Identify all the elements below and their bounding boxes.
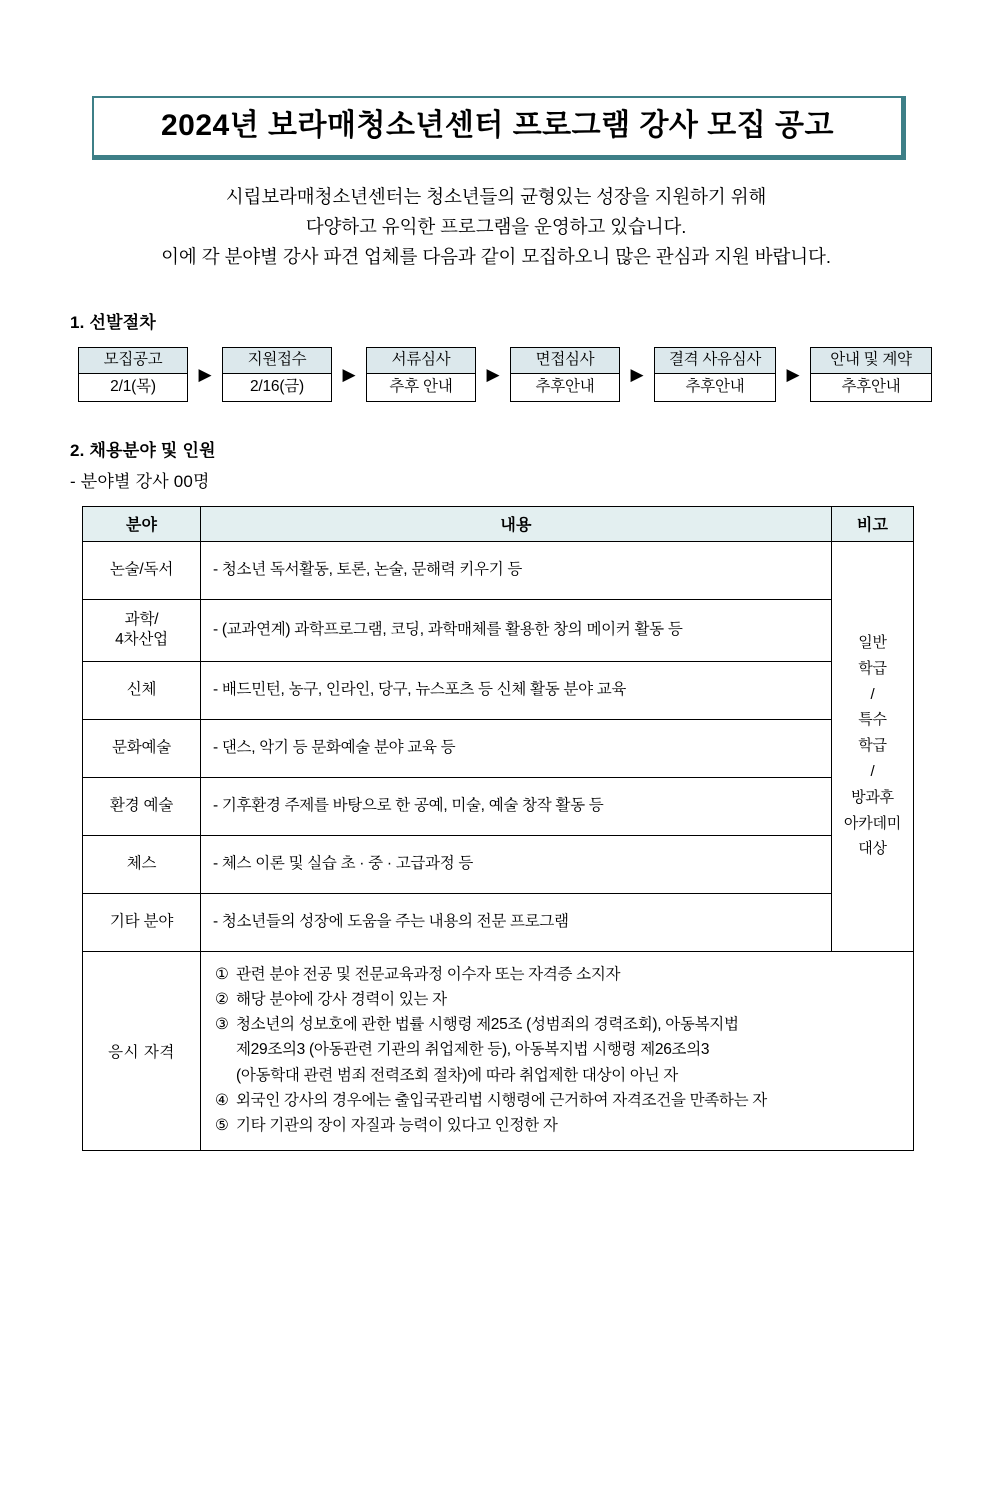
table-row xyxy=(83,835,914,893)
flow-step-2 xyxy=(222,347,332,402)
table-row xyxy=(83,599,914,661)
row-field-name: 체스 xyxy=(83,835,201,893)
table-row xyxy=(83,661,914,719)
title-box xyxy=(92,96,906,160)
flow-arrow-icon: ▶ xyxy=(342,364,356,384)
qualification-item xyxy=(215,962,903,987)
recruitment-table-container xyxy=(82,506,992,1152)
row-field-name: 논술/독서 xyxy=(83,541,201,599)
intro-line-2: 다양하고 유익한 프로그램을 운영하고 있습니다. xyxy=(305,215,687,237)
section-1-heading: 1. 선발절차 xyxy=(70,312,156,332)
section-2-subheading: - 분야별 강사 00명 xyxy=(70,471,210,491)
document-page xyxy=(0,96,992,1499)
qualification-number: ① xyxy=(215,965,229,983)
row-field-content: - (교과연계) 과학프로그램, 코딩, 과학매체를 활용한 창의 메이커 활동 등 xyxy=(201,599,832,661)
qualification-row xyxy=(83,951,914,1151)
qualification-text: 관련 분야 전공 및 전문교육과정 이수자 또는 자격증 소지자 xyxy=(236,965,621,983)
qualification-number: ⑤ xyxy=(215,1117,229,1135)
qualification-content xyxy=(201,951,914,1151)
selection-process-flow xyxy=(78,347,992,402)
column-header-content: 내용 xyxy=(201,506,832,541)
flow-step-3-name: 서류심사 xyxy=(367,348,475,374)
qualification-item xyxy=(215,1088,903,1113)
qualification-text: 해당 분야에 강사 경력이 있는 자 xyxy=(236,990,447,1008)
page-title: 2024년 보라매청소년센터 프로그램 강사 모집 공고 xyxy=(160,109,835,142)
row-field-name: 신체 xyxy=(83,661,201,719)
flow-step-4 xyxy=(510,347,620,402)
row-field-name: 기타 분야 xyxy=(83,893,201,951)
qualification-text: 기타 기관의 장이 자질과 능력이 있다고 인정한 자 xyxy=(236,1117,558,1135)
intro-line-1: 시립보라매청소년센터는 청소년들의 균형있는 성장을 지원하기 위해 xyxy=(225,186,767,207)
row-field-name: 환경 예술 xyxy=(83,777,201,835)
qualification-text: 청소년의 성보호에 관한 법률 시행령 제25조 (성범죄의 경력조회), 아동복지법 xyxy=(236,1016,739,1034)
qualification-text: 외국인 강사의 경우에는 출입국관리법 시행령에 근거하여 자격조건을 만족하는 자 xyxy=(236,1091,767,1109)
row-field-content: - 기후환경 주제를 바탕으로 한 공예, 미술, 예술 창작 활동 등 xyxy=(201,777,832,835)
flow-arrow-icon: ▶ xyxy=(198,364,212,384)
note-cell: 일반 학급 / 특수 학급 / 방과후 아카데미 대상 xyxy=(832,541,914,951)
flow-arrow-icon: ▶ xyxy=(486,364,500,384)
qualification-text-cont: (아동학대 관련 범죄 전력조회 절차)에 따라 취업제한 대상이 아닌 자 xyxy=(236,1066,678,1084)
recruitment-table xyxy=(82,506,914,1152)
table-row xyxy=(83,541,914,599)
qualification-label: 응시 자격 xyxy=(83,951,201,1151)
qualification-number: ④ xyxy=(215,1091,229,1109)
intro-paragraph xyxy=(0,182,992,272)
row-field-content: - 체스 이론 및 실습 초 · 중 · 고급과정 등 xyxy=(201,835,832,893)
row-field-content: - 청소년 독서활동, 토론, 논술, 문해력 키우기 등 xyxy=(201,541,832,599)
qualification-number: ② xyxy=(215,990,229,1008)
flow-step-5 xyxy=(654,347,776,402)
flow-step-2-value: 2/16(금) xyxy=(249,377,305,395)
flow-step-6-value: 추후안내 xyxy=(841,377,901,395)
qualification-number: ③ xyxy=(215,1016,229,1034)
row-field-content: - 배드민턴, 농구, 인라인, 당구, 뉴스포츠 등 신체 활동 분야 교육 xyxy=(201,661,832,719)
flow-step-5-name: 결격 사유심사 xyxy=(655,348,775,374)
column-header-field: 분야 xyxy=(83,506,201,541)
flow-step-1-name: 모집공고 xyxy=(79,348,187,374)
column-header-note: 비고 xyxy=(832,506,914,541)
table-row xyxy=(83,719,914,777)
qualification-item xyxy=(215,987,903,1012)
flow-step-4-name: 면접심사 xyxy=(511,348,619,374)
row-field-name: 과학/ 4차산업 xyxy=(83,599,201,661)
qualification-text-cont: 제29조의3 (아동관련 기관의 취업제한 등), 아동복지법 시행령 제26조의3 xyxy=(236,1041,710,1059)
flow-step-6-name: 안내 및 계약 xyxy=(811,348,931,374)
flow-step-3-value: 추후 안내 xyxy=(389,377,453,395)
table-header-row xyxy=(83,506,914,541)
flow-arrow-icon: ▶ xyxy=(630,364,644,384)
row-field-content: - 청소년들의 성장에 도움을 주는 내용의 전문 프로그램 xyxy=(201,893,832,951)
flow-step-5-value: 추후안내 xyxy=(685,377,745,395)
title-container xyxy=(92,96,906,160)
intro-line-3: 이에 각 분야별 강사 파견 업체를 다음과 같이 모집하오니 많은 관심과 지원 바랍니다. xyxy=(161,245,831,267)
flow-step-4-value: 추후안내 xyxy=(535,377,595,395)
flow-arrow-icon: ▶ xyxy=(786,364,800,384)
section-2-heading: 2. 채용분야 및 인원 xyxy=(70,440,216,460)
row-field-content: - 댄스, 악기 등 문화예술 분야 교육 등 xyxy=(201,719,832,777)
qualification-item xyxy=(215,1113,903,1138)
qualification-item xyxy=(215,1012,903,1037)
flow-step-2-name: 지원접수 xyxy=(223,348,331,374)
table-row xyxy=(83,893,914,951)
flow-step-6 xyxy=(810,347,932,402)
row-field-name: 문화예술 xyxy=(83,719,201,777)
flow-step-1-value: 2/1(목) xyxy=(110,377,156,395)
flow-step-3 xyxy=(366,347,476,402)
table-row xyxy=(83,777,914,835)
flow-step-1 xyxy=(78,347,188,402)
